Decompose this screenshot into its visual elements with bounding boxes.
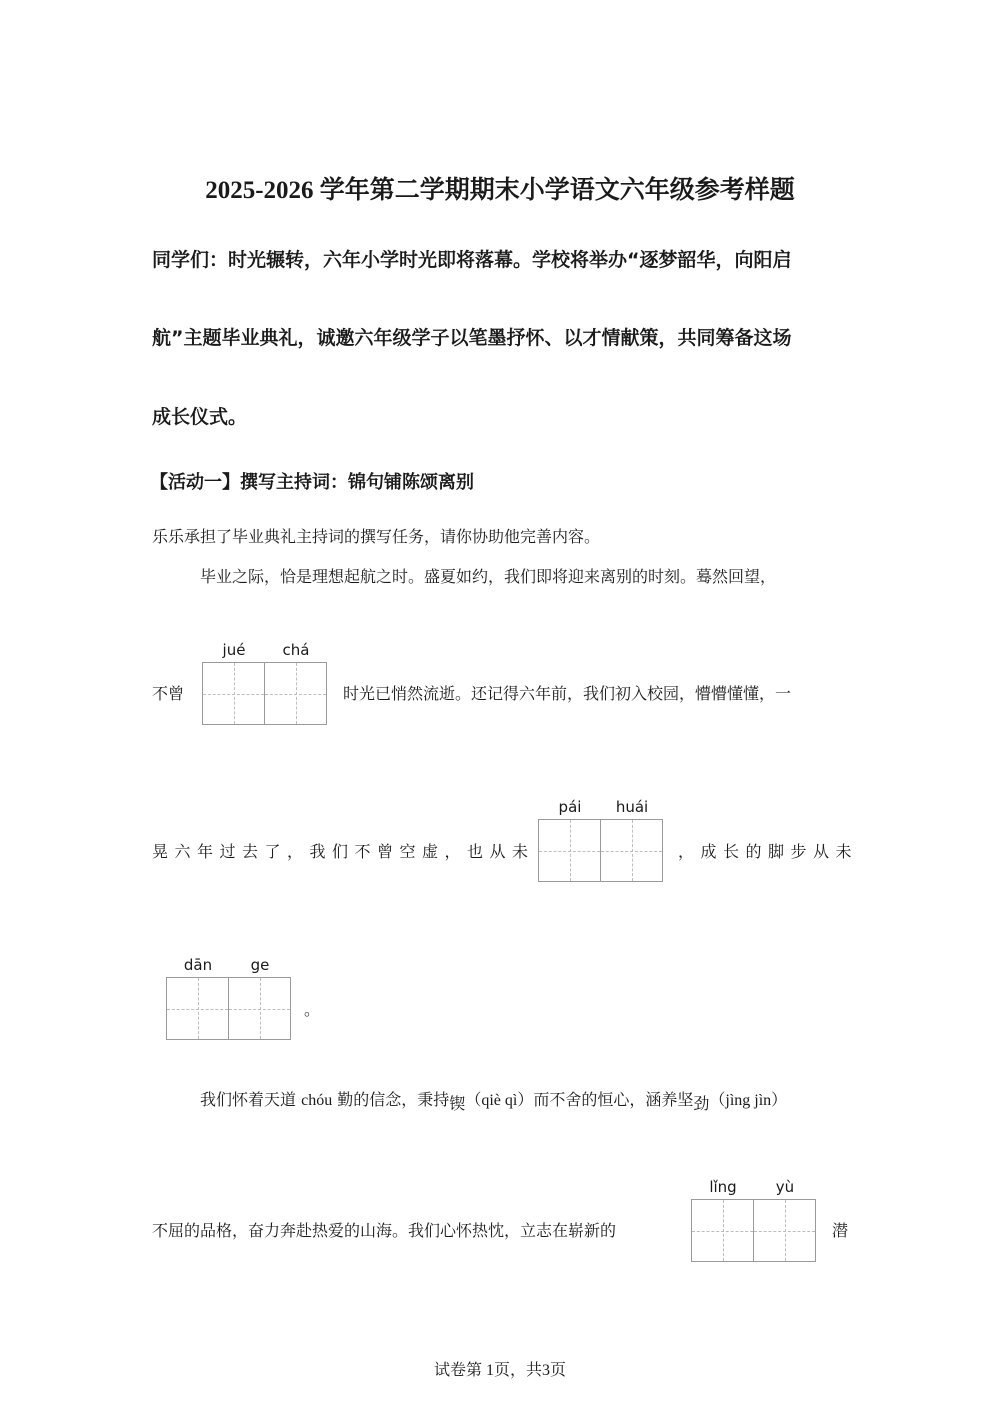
writing-cell[interactable] (265, 662, 327, 725)
activity-1-heading: 【活动一】撰写主持词：锦句铺陈颂离别 (150, 472, 474, 493)
paragraph-1-line-4-end: 。 (304, 1000, 321, 1019)
writing-cell[interactable] (538, 819, 601, 882)
paragraph-1-line-3-end: ，成长的脚步从未 (678, 842, 859, 861)
pinyin-dan: dān (183, 956, 213, 974)
intro-line-1: 同学们：时光辗转，六年小学时光即将落幕。学校将举办“逐梦韶华，向阳启 (152, 249, 792, 271)
pinyin-huai: huái (615, 798, 649, 816)
pinyin-ling: lǐng (709, 1178, 737, 1196)
writing-cell[interactable] (691, 1199, 754, 1262)
p2-char-jin: 劲 (693, 1094, 710, 1113)
pinyin-jue: jué (222, 641, 246, 659)
writing-box-paihuai[interactable] (538, 819, 663, 882)
writing-cell[interactable] (229, 977, 291, 1040)
writing-cell[interactable] (202, 662, 265, 725)
paragraph-2-line-1 (200, 1087, 788, 1113)
paragraph-2-line-2-end: 潜 (832, 1221, 849, 1240)
intro-line-3: 成长仪式。 (152, 406, 248, 428)
p2-pinyin-chou: chóu (301, 1092, 333, 1109)
writing-box-lingyu[interactable] (691, 1199, 816, 1262)
paragraph-1-line-2-start: 不曾 (152, 684, 185, 703)
p2-text: 我们怀着天道 (200, 1090, 302, 1109)
paragraph-1-line-2-end: 时光已悄然流逝。还记得六年前，我们初入校园，懵懵懂懂，一 (343, 684, 792, 703)
paragraph-1-line-1: 毕业之际，恰是理想起航之时。盛夏如约，我们即将迎来离别的时刻。蓦然回望， (200, 567, 777, 586)
writing-cell[interactable] (166, 977, 229, 1040)
page-footer: 试卷第 1页，共3页 (433, 1362, 566, 1379)
intro-line-2: 航”主题毕业典礼，诚邀六年级学子以笔墨抒怀、以才情献策，共同筹备这场 (152, 327, 792, 349)
pinyin-yu: yù (775, 1178, 795, 1196)
p2-pinyin-options-qie: qiè qì (481, 1092, 518, 1109)
p2-text: ）而不舍的恒心，涵养坚 (517, 1090, 694, 1109)
p2-paren: （ (709, 1090, 726, 1109)
writing-box-juecha[interactable] (202, 662, 327, 725)
pinyin-ge: ge (250, 956, 270, 974)
p2-text: 勤的信念，秉持 (332, 1090, 450, 1109)
p2-paren: （ (465, 1090, 482, 1109)
page-title: 2025-2026 学年第二学期期末小学语文六年级参考样题 (205, 177, 795, 204)
writing-cell[interactable] (754, 1199, 816, 1262)
pinyin-pai: pái (558, 798, 582, 816)
activity-1-task: 乐乐承担了毕业典礼主持词的撰写任务，请你协助他完善内容。 (152, 527, 601, 546)
pinyin-cha: chá (282, 641, 310, 659)
writing-cell[interactable] (601, 819, 663, 882)
paragraph-1-line-3-start: 晃六年过去了，我们不曾空虚，也从未 (152, 842, 535, 861)
paragraph-2-line-2-start: 不屈的品格，奋力奔赴热爱的山海。我们心怀热忱，立志在崭新的 (152, 1221, 617, 1240)
p2-pinyin-options-jin: jìng jìn (725, 1092, 772, 1109)
p2-paren: ） (771, 1090, 788, 1109)
p2-char-qie: 锲 (449, 1094, 466, 1113)
writing-box-dange[interactable] (166, 977, 291, 1040)
